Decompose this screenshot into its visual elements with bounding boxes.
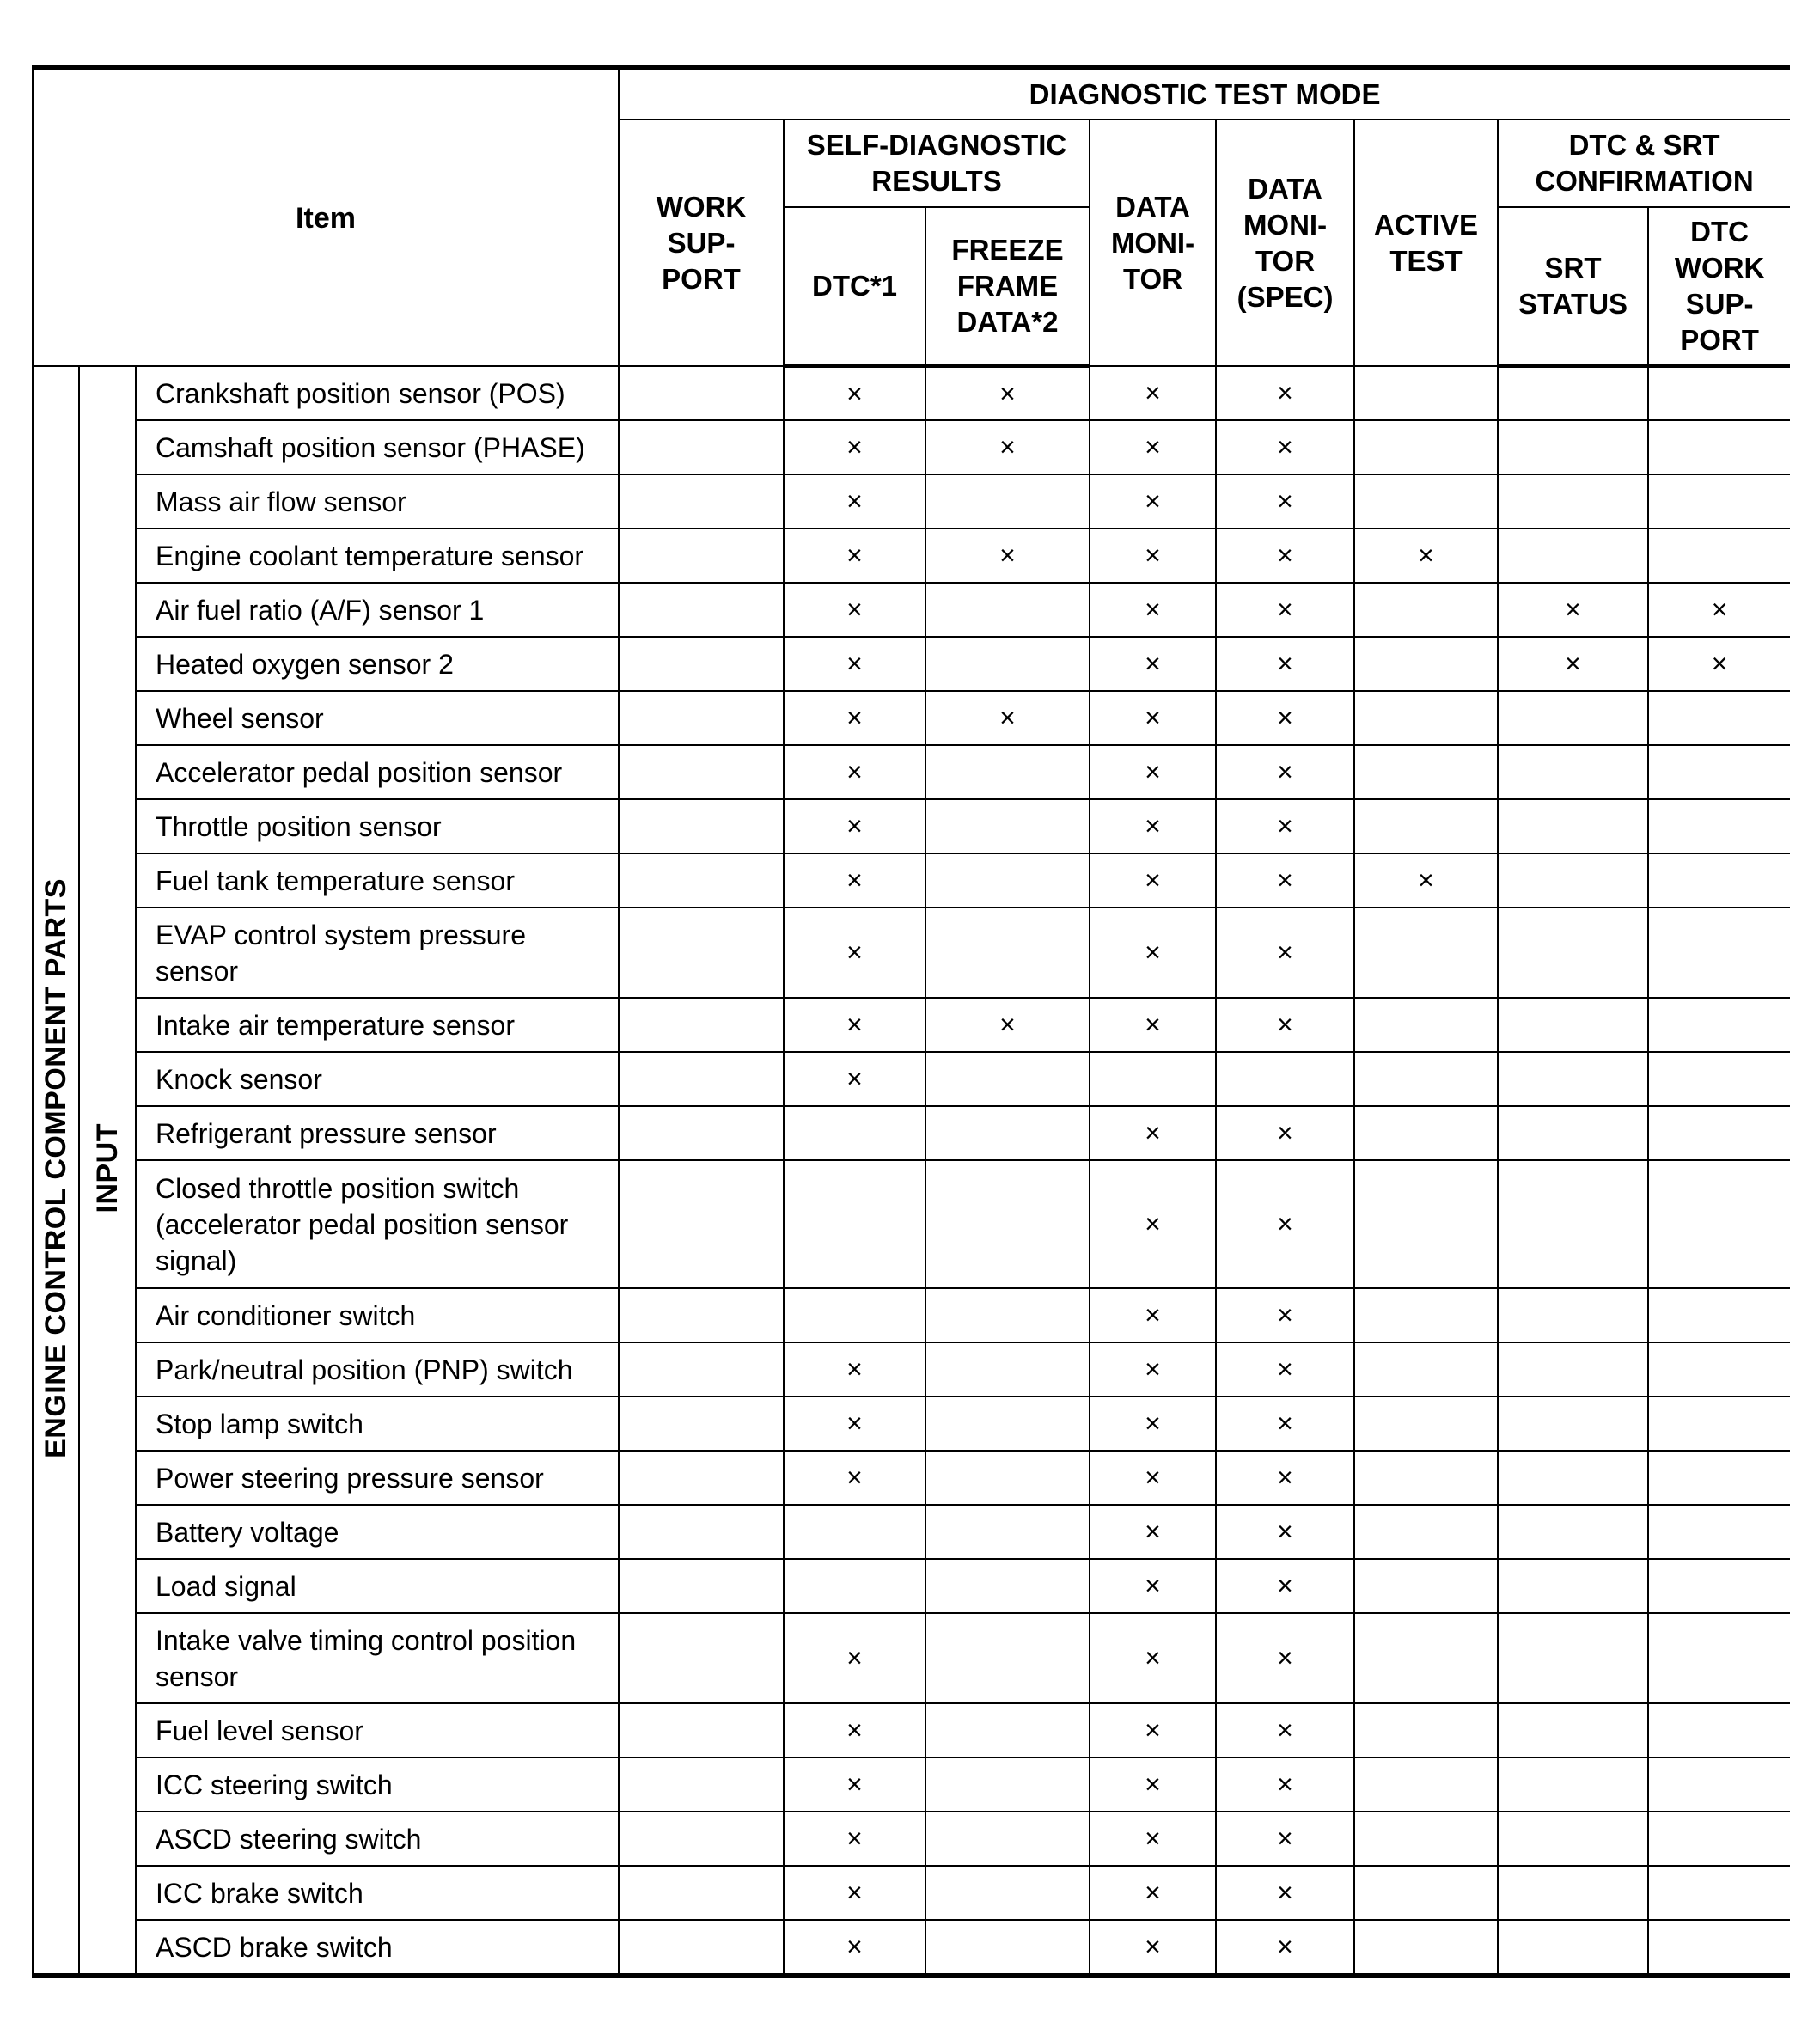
mark-srt-status xyxy=(1498,908,1648,998)
table-row xyxy=(33,583,1790,637)
mark-work-support xyxy=(619,1757,784,1812)
mark-active-test xyxy=(1354,1342,1498,1397)
mark-dtc: × xyxy=(784,1342,925,1397)
mark-dtc-work-support xyxy=(1648,474,1790,529)
mark-active-test xyxy=(1354,908,1498,998)
mark-data-monitor-spec: × xyxy=(1216,745,1354,799)
table-row xyxy=(33,1559,1790,1613)
mark-srt-status xyxy=(1498,1397,1648,1451)
group-label-engine-control-component-parts: ENGINE CONTROL COMPONENT PARTS xyxy=(40,877,72,1458)
mark-dtc: × xyxy=(784,1866,925,1920)
mark-srt-status xyxy=(1498,529,1648,583)
mark-dtc: × xyxy=(784,799,925,853)
row-item-name: Intake valve timing control position sensor xyxy=(136,1613,619,1703)
mark-freeze-frame-data xyxy=(925,908,1090,998)
table-row xyxy=(33,1160,1790,1288)
mark-data-monitor: × xyxy=(1090,1559,1216,1613)
mark-data-monitor: × xyxy=(1090,529,1216,583)
mark-freeze-frame-data xyxy=(925,474,1090,529)
mark-active-test xyxy=(1354,474,1498,529)
mark-data-monitor-spec: × xyxy=(1216,1757,1354,1812)
table-row xyxy=(33,1613,1790,1703)
mark-active-test xyxy=(1354,1505,1498,1559)
row-item-name: Engine coolant temperature sensor xyxy=(136,529,619,583)
mark-data-monitor: × xyxy=(1090,691,1216,745)
row-item-name: Refrigerant pressure sensor xyxy=(136,1106,619,1160)
row-item-name: EVAP control system pressure sensor xyxy=(136,908,619,998)
mark-dtc: × xyxy=(784,1757,925,1812)
mark-data-monitor-spec: × xyxy=(1216,1160,1354,1288)
mark-data-monitor-spec: × xyxy=(1216,637,1354,691)
table-row xyxy=(33,1812,1790,1866)
table-row xyxy=(33,691,1790,745)
mark-data-monitor: × xyxy=(1090,420,1216,474)
mark-dtc xyxy=(784,1160,925,1288)
row-item-name: Camshaft position sensor (PHASE) xyxy=(136,420,619,474)
mark-dtc-work-support xyxy=(1648,366,1790,420)
mark-srt-status xyxy=(1498,1288,1648,1342)
mark-freeze-frame-data xyxy=(925,1703,1090,1757)
mark-dtc: × xyxy=(784,1451,925,1505)
mark-srt-status xyxy=(1498,998,1648,1052)
row-item-name: Power steering pressure sensor xyxy=(136,1451,619,1505)
mark-data-monitor-spec xyxy=(1216,1052,1354,1106)
mark-freeze-frame-data xyxy=(925,1106,1090,1160)
row-item-name: Air conditioner switch xyxy=(136,1288,619,1342)
mark-work-support xyxy=(619,474,784,529)
table-row xyxy=(33,799,1790,853)
mark-active-test xyxy=(1354,637,1498,691)
mark-dtc: × xyxy=(784,908,925,998)
mark-data-monitor-spec: × xyxy=(1216,474,1354,529)
mark-work-support xyxy=(619,637,784,691)
mark-work-support xyxy=(619,745,784,799)
srt-status-label: SRT STATUS xyxy=(1518,252,1628,320)
mark-dtc-work-support xyxy=(1648,1288,1790,1342)
mark-freeze-frame-data xyxy=(925,1342,1090,1397)
srt-status-header xyxy=(1498,207,1648,366)
mark-freeze-frame-data: × xyxy=(925,529,1090,583)
mark-active-test: × xyxy=(1354,529,1498,583)
mark-active-test xyxy=(1354,998,1498,1052)
mark-freeze-frame-data xyxy=(925,745,1090,799)
mark-srt-status xyxy=(1498,1920,1648,1976)
mark-data-monitor xyxy=(1090,1052,1216,1106)
mark-freeze-frame-data xyxy=(925,1559,1090,1613)
self-diagnostic-results-label: SELF-DIAGNOSTIC RESULTS xyxy=(806,129,1067,197)
mark-data-monitor: × xyxy=(1090,1106,1216,1160)
data-monitor-label: DATA MONI- TOR xyxy=(1110,190,1195,295)
mark-dtc: × xyxy=(784,691,925,745)
mark-freeze-frame-data xyxy=(925,1866,1090,1920)
mark-dtc: × xyxy=(784,1397,925,1451)
mark-srt-status xyxy=(1498,474,1648,529)
mark-data-monitor: × xyxy=(1090,1703,1216,1757)
mark-work-support xyxy=(619,1052,784,1106)
mark-active-test: × xyxy=(1354,853,1498,908)
mark-data-monitor-spec: × xyxy=(1216,1397,1354,1451)
table-row xyxy=(33,1866,1790,1920)
mark-work-support xyxy=(619,1613,784,1703)
mark-dtc: × xyxy=(784,1703,925,1757)
mark-freeze-frame-data: × xyxy=(925,691,1090,745)
mark-dtc-work-support xyxy=(1648,1613,1790,1703)
group-label-input: INPUT xyxy=(91,1122,124,1213)
mark-data-monitor-spec: × xyxy=(1216,1106,1354,1160)
mark-dtc-work-support xyxy=(1648,908,1790,998)
mark-data-monitor: × xyxy=(1090,366,1216,420)
diagnostic-test-mode-header: DIAGNOSTIC TEST MODE xyxy=(619,68,1790,119)
row-item-name: Wheel sensor xyxy=(136,691,619,745)
mark-srt-status xyxy=(1498,1451,1648,1505)
mark-freeze-frame-data xyxy=(925,1812,1090,1866)
mark-active-test xyxy=(1354,583,1498,637)
mark-data-monitor-spec: × xyxy=(1216,583,1354,637)
mark-srt-status xyxy=(1498,1757,1648,1812)
mark-data-monitor-spec: × xyxy=(1216,1451,1354,1505)
freeze-frame-data-label: FREEZE FRAME DATA*2 xyxy=(951,234,1064,338)
mark-data-monitor: × xyxy=(1090,1866,1216,1920)
mark-work-support xyxy=(619,1451,784,1505)
table-row xyxy=(33,1757,1790,1812)
mark-freeze-frame-data xyxy=(925,1920,1090,1976)
table-row xyxy=(33,529,1790,583)
mark-active-test xyxy=(1354,420,1498,474)
table-row xyxy=(33,637,1790,691)
freeze-frame-data-header xyxy=(925,207,1090,366)
mark-work-support xyxy=(619,853,784,908)
data-monitor-spec-label: DATA MONI- TOR (SPEC) xyxy=(1237,172,1334,313)
mark-srt-status: × xyxy=(1498,583,1648,637)
mark-srt-status xyxy=(1498,691,1648,745)
mark-dtc-work-support xyxy=(1648,998,1790,1052)
mark-freeze-frame-data xyxy=(925,637,1090,691)
mark-data-monitor: × xyxy=(1090,853,1216,908)
mark-srt-status xyxy=(1498,1505,1648,1559)
mark-dtc: × xyxy=(784,366,925,420)
row-item-name: Fuel level sensor xyxy=(136,1703,619,1757)
table-row xyxy=(33,908,1790,998)
row-item-name: ICC steering switch xyxy=(136,1757,619,1812)
mark-data-monitor-spec: × xyxy=(1216,998,1354,1052)
table-row xyxy=(33,1106,1790,1160)
mark-freeze-frame-data: × xyxy=(925,420,1090,474)
table-row xyxy=(33,1052,1790,1106)
mark-srt-status: × xyxy=(1498,637,1648,691)
mark-active-test xyxy=(1354,1052,1498,1106)
mark-active-test xyxy=(1354,1757,1498,1812)
table-row xyxy=(33,420,1790,474)
mark-active-test xyxy=(1354,1703,1498,1757)
data-monitor-header xyxy=(1090,119,1216,366)
mark-work-support xyxy=(619,908,784,998)
item-header: Item xyxy=(33,68,619,366)
row-item-name: ICC brake switch xyxy=(136,1866,619,1920)
mark-dtc: × xyxy=(784,420,925,474)
mark-dtc: × xyxy=(784,1920,925,1976)
mark-work-support xyxy=(619,1866,784,1920)
mark-data-monitor: × xyxy=(1090,1613,1216,1703)
mark-dtc-work-support xyxy=(1648,1106,1790,1160)
mark-data-monitor-spec: × xyxy=(1216,1920,1354,1976)
mark-data-monitor: × xyxy=(1090,799,1216,853)
mark-srt-status xyxy=(1498,1559,1648,1613)
mark-work-support xyxy=(619,1106,784,1160)
mark-data-monitor: × xyxy=(1090,998,1216,1052)
mark-dtc: × xyxy=(784,745,925,799)
mark-work-support xyxy=(619,366,784,420)
mark-data-monitor: × xyxy=(1090,745,1216,799)
table-row xyxy=(33,1920,1790,1976)
mark-data-monitor: × xyxy=(1090,1812,1216,1866)
row-item-name: Closed throttle position switch (accelerator pedal position sensor signal) xyxy=(136,1160,619,1288)
dtc-work-support-header xyxy=(1648,207,1790,366)
mark-data-monitor: × xyxy=(1090,474,1216,529)
mark-freeze-frame-data xyxy=(925,1613,1090,1703)
mark-dtc xyxy=(784,1288,925,1342)
dtc-work-support-label: DTC WORK SUP- PORT xyxy=(1674,216,1765,356)
mark-srt-status xyxy=(1498,1160,1648,1288)
table-row xyxy=(33,1397,1790,1451)
mark-data-monitor-spec: × xyxy=(1216,529,1354,583)
row-item-name: Fuel tank temperature sensor xyxy=(136,853,619,908)
table-row xyxy=(33,745,1790,799)
mark-data-monitor: × xyxy=(1090,583,1216,637)
mark-data-monitor: × xyxy=(1090,1920,1216,1976)
mark-data-monitor: × xyxy=(1090,1160,1216,1288)
mark-data-monitor-spec: × xyxy=(1216,1288,1354,1342)
row-item-name: Park/neutral position (PNP) switch xyxy=(136,1342,619,1397)
mark-work-support xyxy=(619,1397,784,1451)
mark-dtc-work-support xyxy=(1648,1397,1790,1451)
mark-data-monitor-spec: × xyxy=(1216,799,1354,853)
mark-srt-status xyxy=(1498,799,1648,853)
row-item-name: Heated oxygen sensor 2 xyxy=(136,637,619,691)
table-row xyxy=(33,853,1790,908)
mark-dtc: × xyxy=(784,1052,925,1106)
table-row xyxy=(33,1288,1790,1342)
mark-srt-status xyxy=(1498,1106,1648,1160)
mark-srt-status xyxy=(1498,1052,1648,1106)
mark-dtc: × xyxy=(784,474,925,529)
row-item-name: Mass air flow sensor xyxy=(136,474,619,529)
mark-active-test xyxy=(1354,1613,1498,1703)
mark-active-test xyxy=(1354,799,1498,853)
row-item-name: Stop lamp switch xyxy=(136,1397,619,1451)
mark-data-monitor-spec: × xyxy=(1216,1559,1354,1613)
mark-data-monitor-spec: × xyxy=(1216,1812,1354,1866)
mark-freeze-frame-data xyxy=(925,1288,1090,1342)
mark-work-support xyxy=(619,1160,784,1288)
mark-data-monitor-spec: × xyxy=(1216,1342,1354,1397)
mark-dtc-work-support xyxy=(1648,1505,1790,1559)
mark-dtc: × xyxy=(784,853,925,908)
table-row xyxy=(33,366,1790,420)
mark-data-monitor: × xyxy=(1090,1505,1216,1559)
mark-dtc: × xyxy=(784,1613,925,1703)
mark-work-support xyxy=(619,420,784,474)
mark-active-test xyxy=(1354,1451,1498,1505)
mark-dtc-work-support xyxy=(1648,1559,1790,1613)
mark-dtc-work-support xyxy=(1648,420,1790,474)
mark-dtc-work-support xyxy=(1648,799,1790,853)
mark-active-test xyxy=(1354,1160,1498,1288)
mark-dtc-work-support xyxy=(1648,1342,1790,1397)
mark-srt-status xyxy=(1498,1342,1648,1397)
mark-dtc-work-support xyxy=(1648,853,1790,908)
mark-active-test xyxy=(1354,1288,1498,1342)
mark-active-test xyxy=(1354,1559,1498,1613)
mark-active-test xyxy=(1354,1812,1498,1866)
mark-freeze-frame-data xyxy=(925,853,1090,908)
mark-srt-status xyxy=(1498,745,1648,799)
mark-data-monitor: × xyxy=(1090,908,1216,998)
mark-data-monitor-spec: × xyxy=(1216,853,1354,908)
mark-work-support xyxy=(619,691,784,745)
mark-data-monitor-spec: × xyxy=(1216,1866,1354,1920)
mark-freeze-frame-data xyxy=(925,1757,1090,1812)
table-row xyxy=(33,1505,1790,1559)
table-row xyxy=(33,998,1790,1052)
mark-active-test xyxy=(1354,691,1498,745)
mark-data-monitor-spec: × xyxy=(1216,420,1354,474)
mark-dtc-work-support: × xyxy=(1648,583,1790,637)
row-item-name: Accelerator pedal position sensor xyxy=(136,745,619,799)
mark-work-support xyxy=(619,529,784,583)
row-item-name: Knock sensor xyxy=(136,1052,619,1106)
mark-freeze-frame-data xyxy=(925,583,1090,637)
mark-data-monitor-spec: × xyxy=(1216,691,1354,745)
mark-freeze-frame-data xyxy=(925,1052,1090,1106)
mark-data-monitor: × xyxy=(1090,1288,1216,1342)
mark-dtc-work-support xyxy=(1648,1812,1790,1866)
mark-dtc-work-support xyxy=(1648,1757,1790,1812)
mark-dtc xyxy=(784,1106,925,1160)
dtc-srt-confirmation-label: DTC & SRT CONFIRMATION xyxy=(1535,129,1754,197)
mark-work-support xyxy=(619,998,784,1052)
mark-freeze-frame-data: × xyxy=(925,998,1090,1052)
mark-active-test xyxy=(1354,366,1498,420)
data-monitor-spec-header xyxy=(1216,119,1354,366)
mark-work-support xyxy=(619,1342,784,1397)
group-engine-control-component-parts xyxy=(33,366,79,1976)
mark-freeze-frame-data xyxy=(925,799,1090,853)
mark-dtc: × xyxy=(784,1812,925,1866)
mark-data-monitor: × xyxy=(1090,1757,1216,1812)
table-row xyxy=(33,474,1790,529)
mark-freeze-frame-data: × xyxy=(925,366,1090,420)
table-row xyxy=(33,1342,1790,1397)
table-row xyxy=(33,1451,1790,1505)
mark-work-support xyxy=(619,1288,784,1342)
mark-work-support xyxy=(619,1505,784,1559)
mark-dtc-work-support xyxy=(1648,529,1790,583)
mark-dtc-work-support xyxy=(1648,691,1790,745)
mark-dtc-work-support xyxy=(1648,1920,1790,1976)
work-support-header xyxy=(619,119,784,366)
row-item-name: Intake air temperature sensor xyxy=(136,998,619,1052)
mark-active-test xyxy=(1354,1106,1498,1160)
mark-active-test xyxy=(1354,1920,1498,1976)
mark-work-support xyxy=(619,1812,784,1866)
mark-dtc-work-support: × xyxy=(1648,637,1790,691)
mark-freeze-frame-data xyxy=(925,1451,1090,1505)
mark-data-monitor: × xyxy=(1090,1451,1216,1505)
mark-data-monitor-spec: × xyxy=(1216,366,1354,420)
mark-dtc xyxy=(784,1559,925,1613)
row-item-name: ASCD steering switch xyxy=(136,1812,619,1866)
mark-srt-status xyxy=(1498,853,1648,908)
mark-data-monitor-spec: × xyxy=(1216,1613,1354,1703)
row-item-name: ASCD brake switch xyxy=(136,1920,619,1976)
mark-work-support xyxy=(619,1703,784,1757)
active-test-header xyxy=(1354,119,1498,366)
mark-freeze-frame-data xyxy=(925,1505,1090,1559)
active-test-label: ACTIVE TEST xyxy=(1374,208,1479,277)
self-diagnostic-results-header xyxy=(784,119,1090,207)
mark-freeze-frame-data xyxy=(925,1397,1090,1451)
mark-srt-status xyxy=(1498,366,1648,420)
row-item-name: Load signal xyxy=(136,1559,619,1613)
mark-dtc-work-support xyxy=(1648,1160,1790,1288)
mark-dtc: × xyxy=(784,998,925,1052)
group-input xyxy=(79,366,136,1976)
mark-dtc-work-support xyxy=(1648,1052,1790,1106)
dtc-srt-confirmation-header xyxy=(1498,119,1790,207)
mark-work-support xyxy=(619,1920,784,1976)
mark-active-test xyxy=(1354,1866,1498,1920)
row-item-name: Crankshaft position sensor (POS) xyxy=(136,366,619,420)
mark-srt-status xyxy=(1498,1703,1648,1757)
mark-srt-status xyxy=(1498,1812,1648,1866)
mark-active-test xyxy=(1354,745,1498,799)
mark-dtc-work-support xyxy=(1648,1451,1790,1505)
diagnostic-test-mode-table xyxy=(32,65,1790,1978)
row-item-name: Air fuel ratio (A/F) sensor 1 xyxy=(136,583,619,637)
work-support-label: WORK SUP- PORT xyxy=(656,190,747,295)
mark-data-monitor-spec: × xyxy=(1216,908,1354,998)
mark-work-support xyxy=(619,799,784,853)
mark-data-monitor-spec: × xyxy=(1216,1505,1354,1559)
dtc-header: DTC*1 xyxy=(784,207,925,366)
mark-dtc: × xyxy=(784,583,925,637)
mark-dtc: × xyxy=(784,637,925,691)
mark-dtc xyxy=(784,1505,925,1559)
mark-data-monitor: × xyxy=(1090,637,1216,691)
mark-dtc-work-support xyxy=(1648,745,1790,799)
mark-work-support xyxy=(619,583,784,637)
mark-active-test xyxy=(1354,1397,1498,1451)
mark-data-monitor: × xyxy=(1090,1397,1216,1451)
mark-data-monitor: × xyxy=(1090,1342,1216,1397)
table-row xyxy=(33,1703,1790,1757)
mark-srt-status xyxy=(1498,420,1648,474)
mark-srt-status xyxy=(1498,1613,1648,1703)
row-item-name: Throttle position sensor xyxy=(136,799,619,853)
mark-dtc-work-support xyxy=(1648,1703,1790,1757)
mark-dtc: × xyxy=(784,529,925,583)
row-item-name: Battery voltage xyxy=(136,1505,619,1559)
mark-data-monitor-spec: × xyxy=(1216,1703,1354,1757)
mark-freeze-frame-data xyxy=(925,1160,1090,1288)
mark-work-support xyxy=(619,1559,784,1613)
mark-srt-status xyxy=(1498,1866,1648,1920)
mark-dtc-work-support xyxy=(1648,1866,1790,1920)
